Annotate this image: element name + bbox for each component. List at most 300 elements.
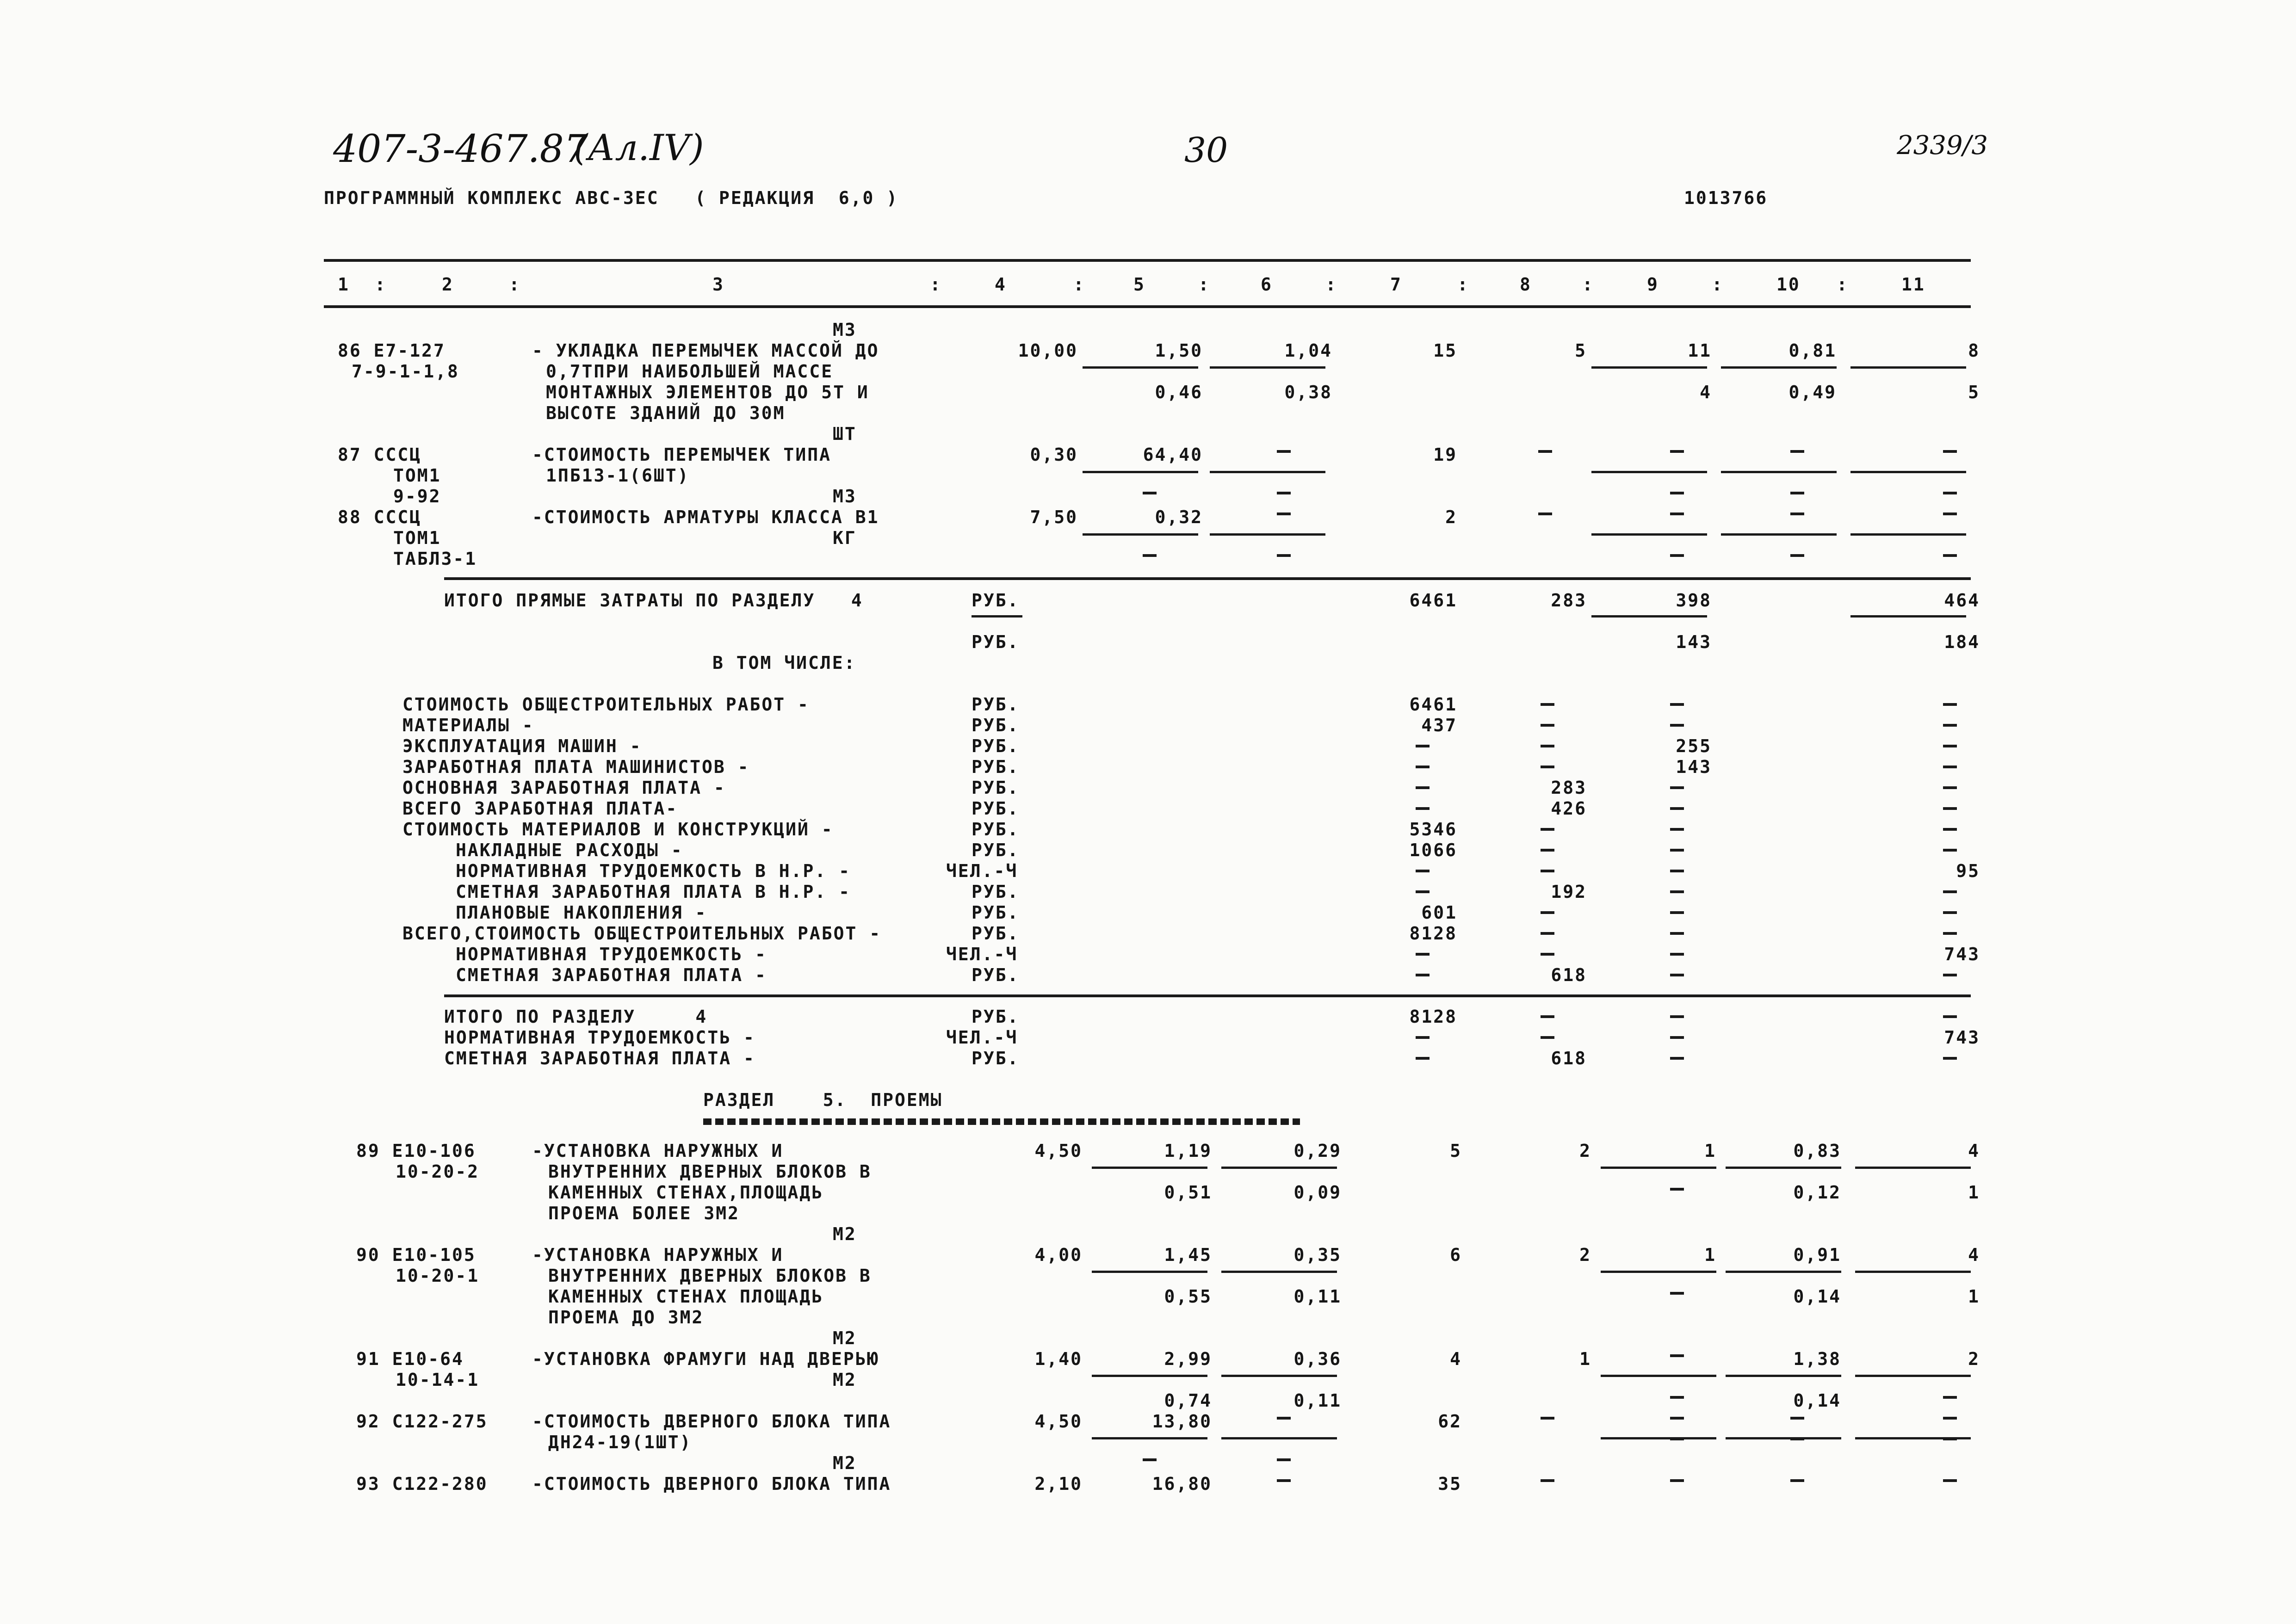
numeric-value: 0,14 (1793, 1286, 1841, 1307)
text-line: 87 СССЦ (338, 445, 422, 465)
empty-value-dash (1670, 849, 1684, 852)
numeric-value: 1,04 (1284, 340, 1332, 361)
text-line: 0,7ТПРИ НАИБОЛЬШЕЙ МАССЕ (546, 361, 834, 382)
table-top-rule (324, 259, 1971, 262)
text-line: 93 С122-280 (356, 1474, 488, 1494)
numeric-value: 743 (1944, 944, 1980, 964)
numeric-value: 1,40 (1034, 1349, 1083, 1369)
text-line: СМЕТНАЯ ЗАРАБОТНАЯ ПЛАТА В Н.Р. - (456, 882, 851, 902)
value-underline (1601, 1375, 1716, 1377)
sheet-number: 2339/3 (1897, 130, 1988, 161)
text-line: 7-9-1-1,8 (352, 361, 459, 382)
text-line: РУБ. (972, 778, 1020, 798)
text-line: М2 (833, 1328, 857, 1348)
value-underline (1726, 1375, 1841, 1377)
text-line: СМЕТНАЯ ЗАРАБОТНАЯ ПЛАТА - (456, 965, 767, 985)
empty-value-dash (1541, 724, 1554, 727)
empty-value-dash (1143, 1458, 1157, 1461)
text-line: -УСТАНОВКА ФРАМУГИ НАД ДВЕРЬЮ (532, 1349, 879, 1369)
column-separator: : (509, 274, 521, 295)
text-line: ИТОГО ПО РАЗДЕЛУ 4 (444, 1007, 708, 1027)
text-line: РУБ. (972, 736, 1020, 756)
numeric-value: 0,49 (1789, 382, 1837, 402)
numeric-value: 8128 (1409, 923, 1457, 944)
empty-value-dash (1541, 1479, 1554, 1482)
empty-value-dash (1143, 492, 1157, 494)
empty-value-dash (1790, 450, 1804, 453)
text-line: НОРМАТИВНАЯ ТРУДОЕМКОСТЬ - (444, 1027, 755, 1048)
column-header: 3 (712, 274, 724, 295)
text-line: -СТОИМОСТЬ ДВЕРНОГО БЛОКА ТИПА (532, 1411, 891, 1432)
text-line: ВЫСОТЕ ЗДАНИЙ ДО 30М (546, 403, 786, 423)
value-underline (972, 615, 1022, 617)
value-underline (1083, 533, 1198, 536)
empty-value-dash (1277, 1417, 1291, 1420)
numeric-value: 0,38 (1284, 382, 1332, 402)
text-line: ЗАРАБОТНАЯ ПЛАТА МАШИНИСТОВ - (402, 757, 750, 777)
program-line: ПРОГРАММНЫЙ КОМПЛЕКС АВС-3ЕС ( РЕДАКЦИЯ 6,0 ) (324, 188, 899, 208)
text-line: 91 Е10-64 (356, 1349, 464, 1369)
column-header: 6 (1261, 274, 1273, 295)
numeric-value: 0,35 (1293, 1245, 1342, 1265)
text-line: ЧЕЛ.-Ч (946, 861, 1018, 881)
text-line: М2 (833, 1453, 857, 1473)
text-line: МОНТАЖНЫХ ЭЛЕМЕНТОВ ДО 5Т И (546, 382, 869, 402)
text-line: -УСТАНОВКА НАРУЖНЫХ И (532, 1141, 784, 1161)
empty-value-dash (1790, 1479, 1804, 1482)
numeric-value: 192 (1551, 882, 1587, 902)
numeric-value: 11 (1688, 340, 1712, 361)
empty-value-dash (1670, 450, 1684, 453)
section-divider (703, 1118, 1300, 1125)
empty-value-dash (1541, 849, 1554, 852)
text-line: 10-20-2 (396, 1161, 480, 1182)
empty-value-dash (1541, 766, 1554, 768)
numeric-value: 0,51 (1164, 1182, 1212, 1203)
numeric-value: 601 (1421, 902, 1457, 923)
empty-value-dash (1943, 513, 1957, 515)
empty-value-dash (1670, 1292, 1684, 1295)
empty-value-dash (1943, 492, 1957, 494)
empty-value-dash (1670, 890, 1684, 893)
empty-value-dash (1416, 974, 1430, 976)
text-line: ВСЕГО ЗАРАБОТНАЯ ПЛАТА- (402, 798, 678, 819)
numeric-value: 5346 (1409, 819, 1457, 840)
empty-value-dash (1790, 554, 1804, 557)
empty-value-dash (1670, 786, 1684, 789)
empty-value-dash (1670, 932, 1684, 935)
text-line: М3 (833, 320, 857, 340)
empty-value-dash (1943, 745, 1957, 747)
text-line: КАМЕННЫХ СТЕНАХ,ПЛОЩАДЬ (548, 1182, 824, 1203)
column-header: 7 (1390, 274, 1402, 295)
column-separator: : (375, 274, 387, 295)
value-underline (1210, 533, 1325, 536)
column-separator: : (1837, 274, 1849, 295)
text-line: -СТОИМОСТЬ АРМАТУРЫ КЛАССА В1 (532, 507, 879, 527)
empty-value-dash (1541, 953, 1554, 956)
text-line: КАМЕННЫХ СТЕНАХ ПЛОЩАДЬ (548, 1286, 824, 1307)
text-line: 10-14-1 (396, 1370, 480, 1390)
numeric-value: 1,38 (1793, 1349, 1841, 1369)
empty-value-dash (1416, 870, 1430, 872)
numeric-value: 255 (1676, 736, 1712, 756)
empty-value-dash (1790, 1438, 1804, 1440)
empty-value-dash (1277, 513, 1291, 515)
empty-value-dash (1277, 1479, 1291, 1482)
numeric-value: 437 (1421, 715, 1457, 735)
empty-value-dash (1670, 974, 1684, 976)
empty-value-dash (1541, 1015, 1554, 1018)
empty-value-dash (1277, 1458, 1291, 1461)
empty-value-dash (1541, 828, 1554, 831)
empty-value-dash (1541, 1417, 1554, 1420)
empty-value-dash (1541, 870, 1554, 872)
numeric-value: 19 (1433, 445, 1457, 465)
numeric-value: 0,74 (1164, 1390, 1212, 1411)
empty-value-dash (1670, 703, 1684, 706)
value-underline (1092, 1375, 1207, 1377)
numeric-value: 426 (1551, 798, 1587, 819)
value-underline (1855, 1167, 1971, 1169)
value-underline (1221, 1167, 1337, 1169)
numeric-value: 283 (1551, 590, 1587, 611)
text-line: ШТ (833, 424, 857, 444)
value-underline (1221, 1437, 1337, 1439)
page-number: 30 (1184, 130, 1228, 170)
numeric-value: 2,10 (1034, 1474, 1083, 1494)
column-separator: : (1582, 274, 1594, 295)
text-line: РУБ. (972, 632, 1020, 652)
empty-value-dash (1943, 1438, 1957, 1440)
empty-value-dash (1541, 1036, 1554, 1039)
text-line: ЧЕЛ.-Ч (946, 944, 1018, 964)
text-line: ПРОЕМА ДО 3М2 (548, 1307, 704, 1328)
text-line: РУБ. (972, 882, 1020, 902)
empty-value-dash (1943, 554, 1957, 557)
empty-value-dash (1416, 745, 1430, 747)
numeric-value: 62 (1438, 1411, 1462, 1432)
text-line: РУБ. (972, 819, 1020, 840)
empty-value-dash (1670, 724, 1684, 727)
numeric-value: 1066 (1409, 840, 1457, 860)
value-underline (1721, 366, 1837, 369)
text-line: ОСНОВНАЯ ЗАРАБОТНАЯ ПЛАТА - (402, 778, 726, 798)
value-underline (1591, 471, 1707, 473)
column-separator: : (1457, 274, 1469, 295)
empty-value-dash (1541, 745, 1554, 747)
numeric-value: 2,99 (1164, 1349, 1212, 1369)
value-underline (1850, 533, 1966, 536)
empty-value-dash (1143, 554, 1157, 557)
empty-value-dash (1670, 1354, 1684, 1357)
numeric-value: 35 (1438, 1474, 1462, 1494)
value-underline (1083, 366, 1198, 369)
column-header: 11 (1901, 274, 1925, 295)
value-underline (1601, 1167, 1716, 1169)
numeric-value: 283 (1551, 778, 1587, 798)
column-separator: : (1325, 274, 1337, 295)
empty-value-dash (1943, 849, 1957, 852)
empty-value-dash (1416, 953, 1430, 956)
empty-value-dash (1541, 703, 1554, 706)
text-line: РУБ. (972, 694, 1020, 715)
value-underline (1721, 471, 1837, 473)
numeric-value: 4,50 (1034, 1141, 1083, 1161)
numeric-value: 95 (1956, 861, 1980, 881)
text-line: РУБ. (972, 923, 1020, 944)
numeric-value: 13,80 (1152, 1411, 1212, 1432)
numeric-value: 1,50 (1155, 340, 1203, 361)
empty-value-dash (1670, 492, 1684, 494)
column-header: 8 (1520, 274, 1532, 295)
text-line: 88 СССЦ (338, 507, 422, 527)
empty-value-dash (1943, 1057, 1957, 1060)
numeric-value: 2 (1579, 1245, 1591, 1265)
numeric-value: 6461 (1409, 694, 1457, 715)
empty-value-dash (1670, 1015, 1684, 1018)
doc-code: 407-3-467.87 (333, 127, 588, 171)
numeric-value: 8 (1968, 340, 1980, 361)
empty-value-dash (1670, 1438, 1684, 1440)
numeric-value: 0,29 (1293, 1141, 1342, 1161)
numeric-value: 4 (1450, 1349, 1462, 1369)
empty-value-dash (1416, 1057, 1430, 1060)
column-separator: : (1073, 274, 1085, 295)
numeric-value: 0,12 (1793, 1182, 1841, 1203)
album-label: (Ал.IV) (574, 127, 704, 169)
empty-value-dash (1416, 890, 1430, 893)
text-line: РУБ. (972, 1048, 1020, 1068)
empty-value-dash (1670, 828, 1684, 831)
value-underline (1210, 366, 1325, 369)
empty-value-dash (1943, 932, 1957, 935)
text-line: ТОМ1 (393, 528, 441, 548)
empty-value-dash (1943, 1479, 1957, 1482)
text-line: ИТОГО ПРЯМЫЕ ЗАТРАТЫ ПО РАЗДЕЛУ 4 (444, 590, 863, 611)
numeric-value: 0,91 (1793, 1245, 1841, 1265)
numeric-value: 618 (1551, 1048, 1587, 1068)
text-line: РУБ. (972, 840, 1020, 860)
numeric-value: 143 (1676, 757, 1712, 777)
empty-value-dash (1943, 786, 1957, 789)
text-line: - УКЛАДКА ПЕРЕМЫЧЕК МАССОЙ ДО (532, 340, 879, 361)
numeric-value: 2 (1579, 1141, 1591, 1161)
empty-value-dash (1943, 1396, 1957, 1399)
empty-value-dash (1790, 513, 1804, 515)
text-line: МАТЕРИАЛЫ - (402, 715, 534, 735)
empty-value-dash (1670, 807, 1684, 810)
numeric-value: 2 (1968, 1349, 1980, 1369)
numeric-value: 5 (1968, 382, 1980, 402)
value-underline (1092, 1167, 1207, 1169)
text-line: ТАБЛ3-1 (393, 549, 477, 569)
text-line: ВСЕГО,СТОИМОСТЬ ОБЩЕСТРОИТЕЛЬНЫХ РАБОТ - (402, 923, 882, 944)
numeric-value: 16,80 (1152, 1474, 1212, 1494)
numeric-value: 0,09 (1293, 1182, 1342, 1203)
numeric-value: 0,81 (1789, 340, 1837, 361)
value-underline (1855, 1271, 1971, 1273)
empty-value-dash (1670, 953, 1684, 956)
column-header: 2 (442, 274, 454, 295)
numeric-value: 1,45 (1164, 1245, 1212, 1265)
empty-value-dash (1943, 703, 1957, 706)
numeric-value: 7,50 (1030, 507, 1078, 527)
column-header: 1 (338, 274, 350, 295)
numeric-value: 10,00 (1018, 340, 1078, 361)
empty-value-dash (1790, 492, 1804, 494)
numeric-value: 1 (1579, 1349, 1591, 1369)
value-underline (1726, 1167, 1841, 1169)
numeric-value: 398 (1676, 590, 1712, 611)
empty-value-dash (1943, 1015, 1957, 1018)
empty-value-dash (1670, 1479, 1684, 1482)
empty-value-dash (1943, 974, 1957, 976)
empty-value-dash (1670, 1396, 1684, 1399)
document-number: 1013766 (1684, 188, 1768, 208)
text-line: РУБ. (972, 798, 1020, 819)
numeric-value: 1,19 (1164, 1141, 1212, 1161)
column-separator: : (930, 274, 942, 295)
text-line: РУБ. (972, 902, 1020, 923)
text-line: СТОИМОСТЬ МАТЕРИАЛОВ И КОНСТРУКЦИЙ - (402, 819, 834, 840)
numeric-value: 4 (1968, 1245, 1980, 1265)
value-underline (1726, 1271, 1841, 1273)
numeric-value: 1 (1968, 1182, 1980, 1203)
empty-value-dash (1541, 932, 1554, 935)
column-header: 9 (1647, 274, 1659, 295)
numeric-value: 6461 (1409, 590, 1457, 611)
numeric-value: 464 (1944, 590, 1980, 611)
text-line: ПРОЕМА БОЛЕЕ 3М2 (548, 1203, 740, 1223)
numeric-value: 0,36 (1293, 1349, 1342, 1369)
empty-value-dash (1416, 766, 1430, 768)
column-header: 10 (1776, 274, 1801, 295)
text-line: РУБ. (972, 757, 1020, 777)
text-line: 9-92 (393, 486, 441, 506)
numeric-value: 1 (1968, 1286, 1980, 1307)
text-line: РУБ. (972, 1007, 1020, 1027)
column-separator: : (1712, 274, 1724, 295)
column-header: 5 (1133, 274, 1145, 295)
numeric-value: 4,50 (1034, 1411, 1083, 1432)
value-underline (1083, 471, 1198, 473)
text-line: РАЗДЕЛ 5. ПРОЕМЫ (703, 1090, 943, 1110)
empty-value-dash (1670, 1188, 1684, 1191)
value-underline (1850, 366, 1966, 369)
empty-value-dash (1277, 492, 1291, 494)
text-line: 92 С122-275 (356, 1411, 488, 1432)
numeric-value: 743 (1944, 1027, 1980, 1048)
text-line: НОРМАТИВНАЯ ТРУДОЕМКОСТЬ - (456, 944, 767, 964)
text-line: 86 Е7-127 (338, 340, 446, 361)
value-underline (1601, 1271, 1716, 1273)
numeric-value: 2 (1445, 507, 1457, 527)
value-underline (1210, 471, 1325, 473)
text-line: М3 (833, 486, 857, 506)
empty-value-dash (1943, 890, 1957, 893)
empty-value-dash (1670, 1036, 1684, 1039)
text-line: М2 (833, 1224, 857, 1244)
empty-value-dash (1670, 911, 1684, 914)
numeric-value: 618 (1551, 965, 1587, 985)
numeric-value: 143 (1676, 632, 1712, 652)
text-line: СТОИМОСТЬ ОБЩЕСТРОИТЕЛЬНЫХ РАБОТ - (402, 694, 810, 715)
empty-value-dash (1943, 766, 1957, 768)
numeric-value: 8128 (1409, 1007, 1457, 1027)
empty-value-dash (1943, 911, 1957, 914)
numeric-value: 184 (1944, 632, 1980, 652)
text-line: РУБ. (972, 590, 1020, 611)
text-line: -СТОИМОСТЬ ПЕРЕМЫЧЕК ТИПА (532, 445, 831, 465)
text-line: 10-20-1 (396, 1266, 480, 1286)
value-underline (1591, 366, 1707, 369)
numeric-value: 0,32 (1155, 507, 1203, 527)
text-line: ЭКСПЛУАТАЦИЯ МАШИН - (402, 736, 642, 756)
numeric-value: 6 (1450, 1245, 1462, 1265)
numeric-value: 0,83 (1793, 1141, 1841, 1161)
table-header-rule (324, 305, 1971, 308)
text-line: 1ПБ13-1(6ШТ) (546, 465, 690, 486)
value-underline (1591, 533, 1707, 536)
numeric-value: 0,46 (1155, 382, 1203, 402)
text-line: РУБ. (972, 715, 1020, 735)
text-line: НОРМАТИВНАЯ ТРУДОЕМКОСТЬ В Н.Р. - (456, 861, 851, 881)
value-underline (1850, 471, 1966, 473)
text-line: М2 (833, 1370, 857, 1390)
empty-value-dash (1277, 450, 1291, 453)
empty-value-dash (1943, 807, 1957, 810)
numeric-value: 1 (1704, 1141, 1716, 1161)
value-underline (1221, 1271, 1337, 1273)
text-line: ПЛАНОВЫЕ НАКОПЛЕНИЯ - (456, 902, 707, 923)
text-line: -УСТАНОВКА НАРУЖНЫХ И (532, 1245, 784, 1265)
empty-value-dash (1670, 513, 1684, 515)
column-separator: : (1198, 274, 1210, 295)
value-underline (1850, 615, 1966, 617)
section-end-rule (444, 994, 1971, 997)
numeric-value: 0,30 (1030, 445, 1078, 465)
empty-value-dash (1538, 513, 1552, 515)
numeric-value: 4,00 (1034, 1245, 1083, 1265)
value-underline (1721, 533, 1837, 536)
text-line: КГ (833, 528, 857, 548)
numeric-value: 15 (1433, 340, 1457, 361)
text-line: 90 Е10-105 (356, 1245, 476, 1265)
numeric-value: 0,55 (1164, 1286, 1212, 1307)
empty-value-dash (1538, 450, 1552, 453)
empty-value-dash (1670, 1057, 1684, 1060)
numeric-value: 0,11 (1293, 1390, 1342, 1411)
text-line: ТОМ1 (393, 465, 441, 486)
text-line: ДН24-19(1ШТ) (548, 1432, 692, 1452)
empty-value-dash (1943, 450, 1957, 453)
column-header: 4 (995, 274, 1007, 295)
value-underline (1092, 1271, 1207, 1273)
empty-value-dash (1790, 1417, 1804, 1420)
numeric-value: 4 (1968, 1141, 1980, 1161)
value-underline (1092, 1437, 1207, 1439)
text-line: 89 Е10-106 (356, 1141, 476, 1161)
text-line: ВНУТРЕННИХ ДВЕРНЫХ БЛОКОВ В (548, 1266, 872, 1286)
empty-value-dash (1943, 1417, 1957, 1420)
empty-value-dash (1541, 911, 1554, 914)
text-line: НАКЛАДНЫЕ РАСХОДЫ - (456, 840, 683, 860)
numeric-value: 5 (1450, 1141, 1462, 1161)
numeric-value: 0,14 (1793, 1390, 1841, 1411)
numeric-value: 0,11 (1293, 1286, 1342, 1307)
text-line: СМЕТНАЯ ЗАРАБОТНАЯ ПЛАТА - (444, 1048, 755, 1068)
